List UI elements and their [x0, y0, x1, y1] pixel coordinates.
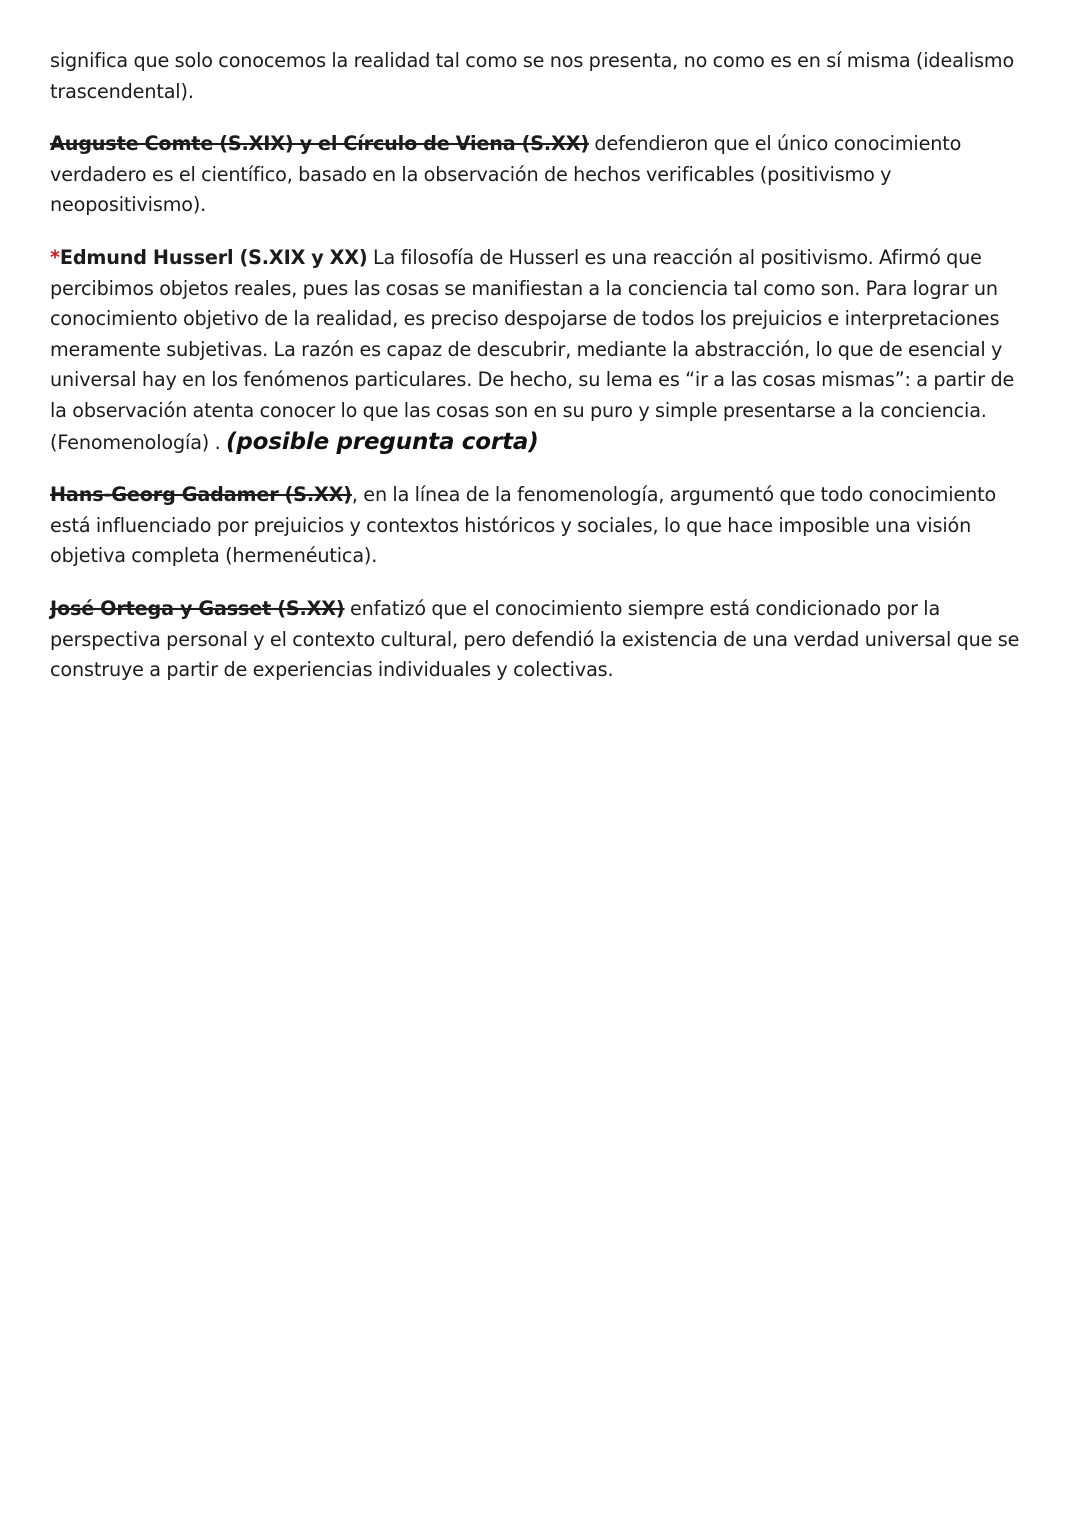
document-page	[50, 46, 1035, 708]
paragraph-text: La filosofía de Husserl es una reacción al positivismo. Afirmó que percibimos objetos reales, pues las cosas se manifiestan a la conciencia tal como son. Para lograr un conocimiento objetivo de la realidad, es preciso despojarse de todos los prejuicios e interpretaciones meramente subjetivas. La razón es capaz de descubrir, mediante la abstracción, lo que de esencial y universal hay en los fenómenos particulares. De hecho, su lema es “ir a las cosas mismas”: a partir de la observación atenta conocer lo que las cosas son en su puro y simple presentarse a la conciencia. (Fenomenología) .	[50, 245, 1015, 454]
paragraph-text: defendieron que el único conocimiento verdadero es el científico, basado en la observación de hechos verificables (positivismo y neopositivismo).	[50, 132, 962, 217]
author-name-comte: Auguste Comte (S.XIX) y el Círculo de Viena (S.XX)	[50, 132, 589, 156]
exam-note: (posible pregunta corta)	[226, 428, 539, 455]
asterisk-mark: *	[50, 245, 60, 269]
paragraph-husserl	[50, 243, 1035, 458]
paragraph-text: significa que solo conocemos la realidad tal como se nos presenta, no como es en sí misma (idealismo trascendental).	[50, 49, 1015, 103]
paragraph-text: , en la línea de la fenomenología, argumentó que todo conocimiento está influenciado por prejuicios y contextos históricos y sociales, lo que hace imposible una visión objetiva completa (hermenéutica).	[50, 483, 997, 568]
author-name-husserl: Edmund Husserl (S.XIX y XX)	[59, 245, 368, 269]
paragraph-comte	[50, 129, 1035, 221]
paragraph-gadamer	[50, 480, 1035, 572]
author-name-ortega: José Ortega y Gasset (S.XX)	[50, 596, 345, 620]
author-name-gadamer: Hans-Georg Gadamer (S.XX)	[50, 483, 352, 507]
paragraph-text: enfatizó que el conocimiento siempre está condicionado por la perspectiva personal y el contexto cultural, pero defendió la existencia de una verdad universal que se construye a partir de experiencias individuales y colectivas.	[50, 596, 1020, 682]
paragraph-kant-continuation	[50, 46, 1035, 107]
paragraph-ortega	[50, 594, 1035, 686]
